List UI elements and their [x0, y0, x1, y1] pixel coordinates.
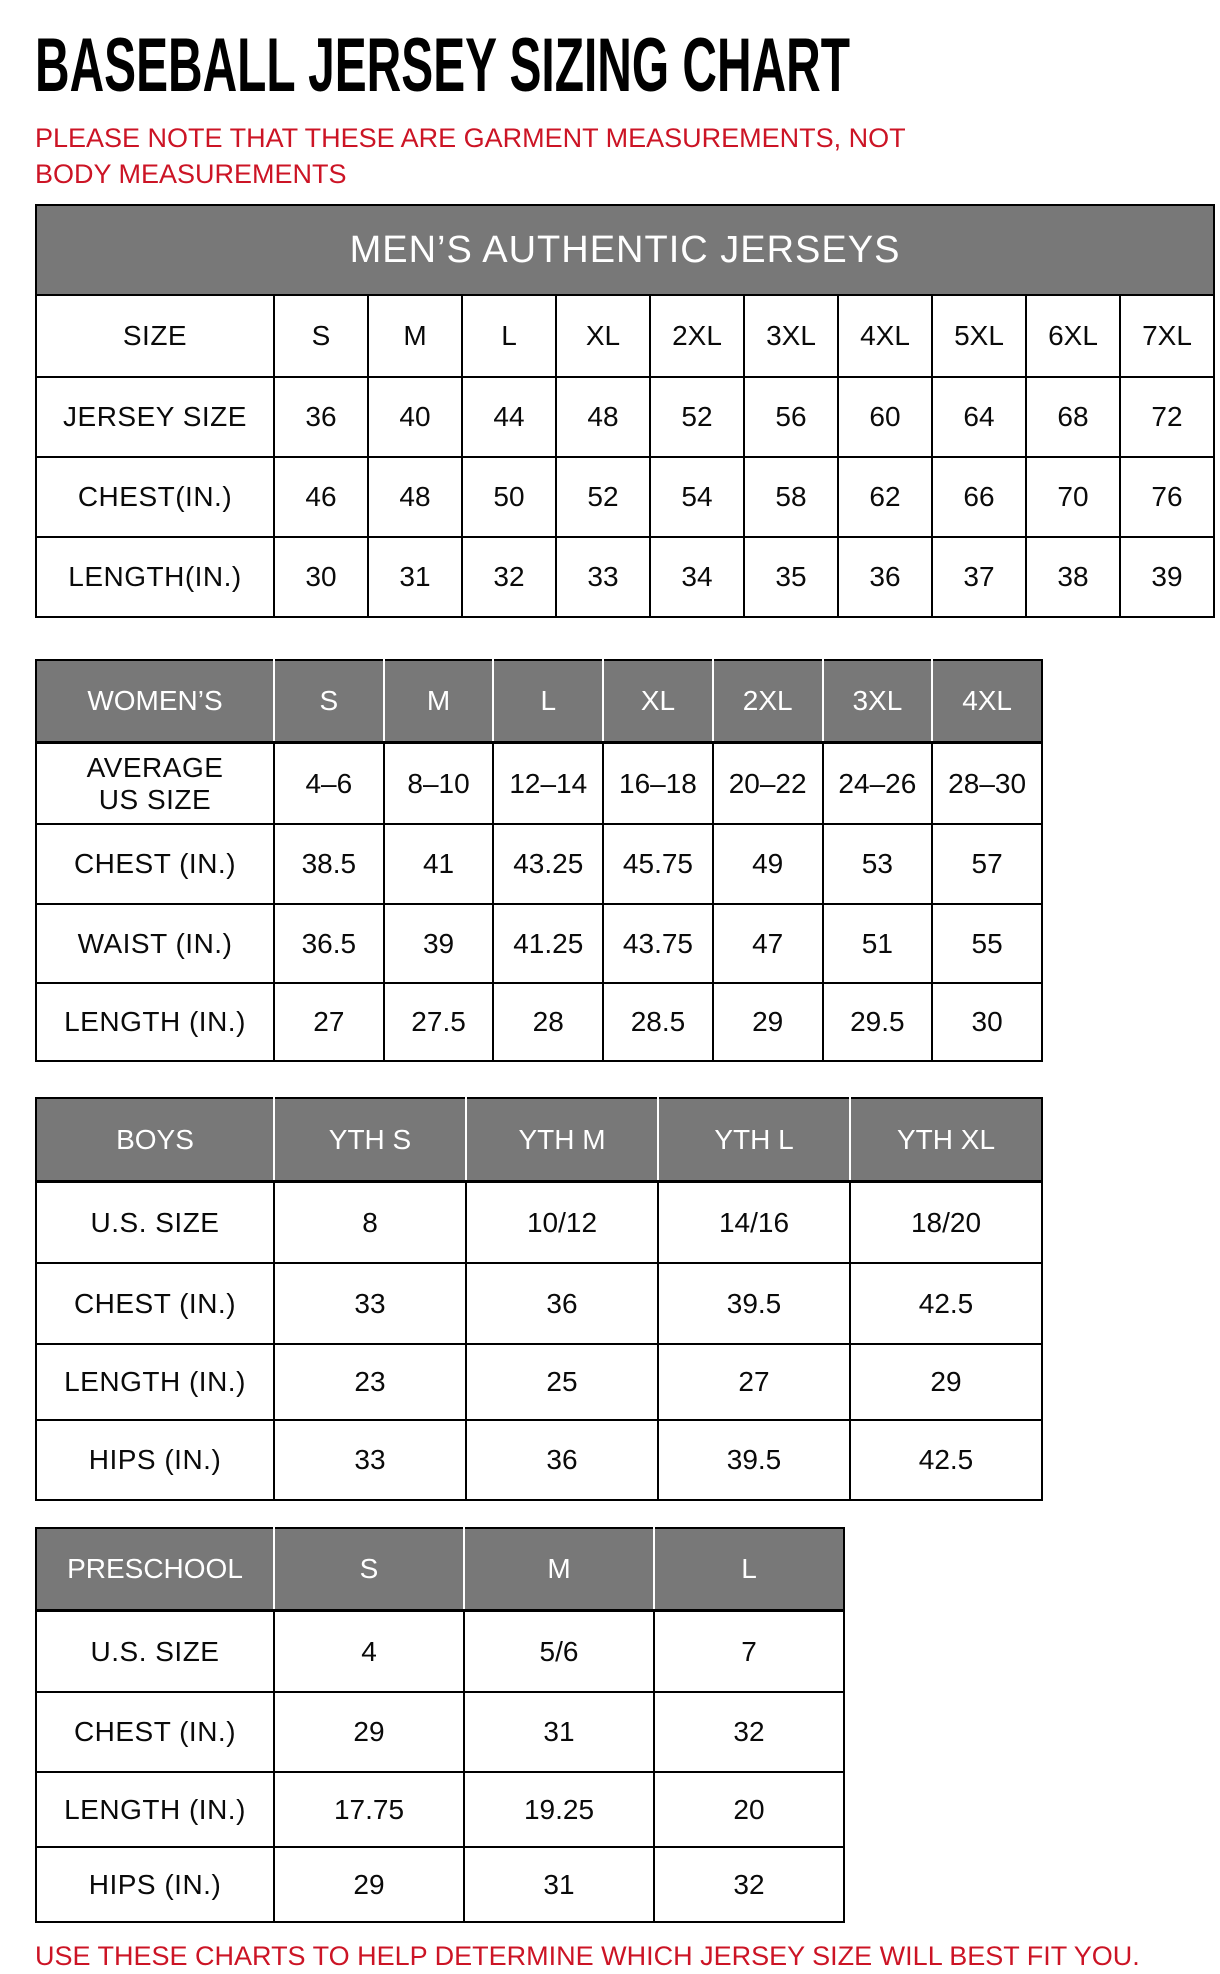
table-cell: 43.75 [603, 904, 713, 983]
table-cell: 39 [1120, 537, 1214, 617]
table-cell: 2XL [650, 295, 744, 377]
table-cell: 70 [1026, 457, 1120, 537]
table-cell: 36 [838, 537, 932, 617]
table-cell: 39.5 [658, 1420, 850, 1500]
table-cell: 28 [493, 983, 603, 1061]
table-cell: 27.5 [384, 983, 494, 1061]
table-row [36, 1610, 844, 1692]
table-row [36, 824, 1042, 904]
table-cell: 47 [713, 904, 823, 983]
row-label: JERSEY SIZE [36, 377, 274, 457]
table-cell: 32 [462, 537, 556, 617]
table-cell: 31 [464, 1847, 654, 1922]
table-cell: 36 [466, 1420, 658, 1500]
table-cell: 36 [274, 377, 368, 457]
table-header-cell: 2XL [713, 660, 823, 742]
table-cell: 5XL [932, 295, 1026, 377]
table-cell: 39 [384, 904, 494, 983]
table-cell: 14/16 [658, 1181, 850, 1263]
table-cell: 46 [274, 457, 368, 537]
table-cell: 62 [838, 457, 932, 537]
table-cell: 35 [744, 537, 838, 617]
table-row [36, 1420, 1042, 1500]
table-cell: 53 [823, 824, 933, 904]
title-wrap [35, 22, 1215, 114]
mens-banner-row [36, 205, 1214, 295]
table-cell: 37 [932, 537, 1026, 617]
table-cell: 40 [368, 377, 462, 457]
table-row [36, 377, 1214, 457]
table-header-cell: L [493, 660, 603, 742]
table-cell: 33 [274, 1263, 466, 1344]
table-cell: 56 [744, 377, 838, 457]
table-row [36, 1344, 1042, 1420]
womens-sizing-table [35, 659, 1043, 1062]
table-cell: 66 [932, 457, 1026, 537]
table-header-cell: 3XL [823, 660, 933, 742]
table-cell: 27 [274, 983, 384, 1061]
table-cell: 30 [274, 537, 368, 617]
table-cell: 72 [1120, 377, 1214, 457]
table-cell: S [274, 295, 368, 377]
table-cell: 60 [838, 377, 932, 457]
row-label: U.S. SIZE [36, 1181, 274, 1263]
table-cell: 57 [932, 824, 1042, 904]
table-cell: 16–18 [603, 742, 713, 824]
table-cell: 42.5 [850, 1420, 1042, 1500]
table-header-cell: M [384, 660, 494, 742]
table-cell: 38.5 [274, 824, 384, 904]
table-cell: 28–30 [932, 742, 1042, 824]
boys-header-row [36, 1098, 1042, 1181]
row-label: SIZE [36, 295, 274, 377]
table-header-cell: BOYS [36, 1098, 274, 1181]
row-label: U.S. SIZE [36, 1610, 274, 1692]
table-header-cell: M [464, 1528, 654, 1610]
table-cell: 25 [466, 1344, 658, 1420]
table-cell: 20–22 [713, 742, 823, 824]
table-header-cell: YTH XL [850, 1098, 1042, 1181]
table-cell: 38 [1026, 537, 1120, 617]
table-cell: 34 [650, 537, 744, 617]
table-cell: 10/12 [466, 1181, 658, 1263]
table-cell: 29 [274, 1692, 464, 1772]
table-cell: 52 [556, 457, 650, 537]
row-label: WAIST (IN.) [36, 904, 274, 983]
table-row [36, 1847, 844, 1922]
table-cell: 24–26 [823, 742, 933, 824]
table-cell: 41 [384, 824, 494, 904]
table-header-cell: S [274, 660, 384, 742]
table-row [36, 537, 1214, 617]
table-cell: 76 [1120, 457, 1214, 537]
table-cell: 28.5 [603, 983, 713, 1061]
table-cell: 44 [462, 377, 556, 457]
row-label: LENGTH (IN.) [36, 1344, 274, 1420]
table-cell: 48 [556, 377, 650, 457]
table-header-cell: YTH M [466, 1098, 658, 1181]
table-cell: 12–14 [493, 742, 603, 824]
row-label: LENGTH (IN.) [36, 1772, 274, 1847]
table-cell: 18/20 [850, 1181, 1042, 1263]
page-title: BASEBALL JERSEY SIZING CHART [35, 23, 850, 108]
table-cell: M [368, 295, 462, 377]
table-row [36, 1181, 1042, 1263]
table-row [36, 983, 1042, 1061]
table-cell: 8–10 [384, 742, 494, 824]
mens-banner: MEN’S AUTHENTIC JERSEYS [36, 205, 1214, 295]
table-cell: 58 [744, 457, 838, 537]
table-row [36, 904, 1042, 983]
table-header-cell: YTH S [274, 1098, 466, 1181]
table-cell: 5/6 [464, 1610, 654, 1692]
boys-sizing-table [35, 1097, 1043, 1501]
table-header-cell: XL [603, 660, 713, 742]
garment-measurements-note: PLEASE NOTE THAT THESE ARE GARMENT MEASUREMENTS, NOT BODY MEASUREMENTS [35, 123, 906, 190]
table-cell: 32 [654, 1847, 844, 1922]
fit-advice-note: USE THESE CHARTS TO HELP DETERMINE WHICH JERSEY SIZE WILL BEST FIT YOU. [35, 1941, 1140, 1972]
table-cell: L [462, 295, 556, 377]
table-cell: 31 [464, 1692, 654, 1772]
table-cell: 4 [274, 1610, 464, 1692]
table-cell: 30 [932, 983, 1042, 1061]
row-label [36, 742, 274, 824]
row-label: CHEST(IN.) [36, 457, 274, 537]
table-cell: 23 [274, 1344, 466, 1420]
table-cell: 54 [650, 457, 744, 537]
table-cell: 48 [368, 457, 462, 537]
row-label: HIPS (IN.) [36, 1847, 274, 1922]
table-cell: 33 [274, 1420, 466, 1500]
womens-header-row [36, 660, 1042, 742]
table-cell: 41.25 [493, 904, 603, 983]
table-cell: 29 [850, 1344, 1042, 1420]
table-cell: 7 [654, 1610, 844, 1692]
table-header-cell: L [654, 1528, 844, 1610]
table-cell: 32 [654, 1692, 844, 1772]
table-cell: 64 [932, 377, 1026, 457]
mens-sizing-table [35, 204, 1215, 618]
row-label-text: AVERAGE US SIZE [86, 751, 224, 815]
table-cell: 4XL [838, 295, 932, 377]
row-label: HIPS (IN.) [36, 1420, 274, 1500]
preschool-header-row [36, 1528, 844, 1610]
table-cell: 4–6 [274, 742, 384, 824]
table-row [36, 1772, 844, 1847]
table-cell: 42.5 [850, 1263, 1042, 1344]
table-cell: 27 [658, 1344, 850, 1420]
table-cell: 19.25 [464, 1772, 654, 1847]
table-row [36, 295, 1214, 377]
table-cell: XL [556, 295, 650, 377]
table-cell: 8 [274, 1181, 466, 1263]
table-header-cell: 4XL [932, 660, 1042, 742]
table-cell: 29 [274, 1847, 464, 1922]
row-label: LENGTH (IN.) [36, 983, 274, 1061]
row-label: LENGTH(IN.) [36, 537, 274, 617]
table-row [36, 1263, 1042, 1344]
table-cell: 43.25 [493, 824, 603, 904]
table-cell: 20 [654, 1772, 844, 1847]
table-cell: 51 [823, 904, 933, 983]
table-header-cell: WOMEN’S [36, 660, 274, 742]
table-header-cell: YTH L [658, 1098, 850, 1181]
table-cell: 17.75 [274, 1772, 464, 1847]
table-header-cell: PRESCHOOL [36, 1528, 274, 1610]
table-cell: 29 [713, 983, 823, 1061]
table-cell: 52 [650, 377, 744, 457]
table-cell: 39.5 [658, 1263, 850, 1344]
table-cell: 36.5 [274, 904, 384, 983]
table-cell: 45.75 [603, 824, 713, 904]
row-label: CHEST (IN.) [36, 1692, 274, 1772]
row-label: CHEST (IN.) [36, 824, 274, 904]
table-header-cell: S [274, 1528, 464, 1610]
table-row [36, 457, 1214, 537]
table-cell: 55 [932, 904, 1042, 983]
table-cell: 68 [1026, 377, 1120, 457]
table-cell: 6XL [1026, 295, 1120, 377]
table-cell: 3XL [744, 295, 838, 377]
table-cell: 29.5 [823, 983, 933, 1061]
table-cell: 33 [556, 537, 650, 617]
row-label: CHEST (IN.) [36, 1263, 274, 1344]
table-cell: 36 [466, 1263, 658, 1344]
table-cell: 50 [462, 457, 556, 537]
preschool-sizing-table [35, 1527, 845, 1923]
table-cell: 7XL [1120, 295, 1214, 377]
table-row [36, 742, 1042, 824]
table-cell: 49 [713, 824, 823, 904]
table-row [36, 1692, 844, 1772]
table-cell: 31 [368, 537, 462, 617]
